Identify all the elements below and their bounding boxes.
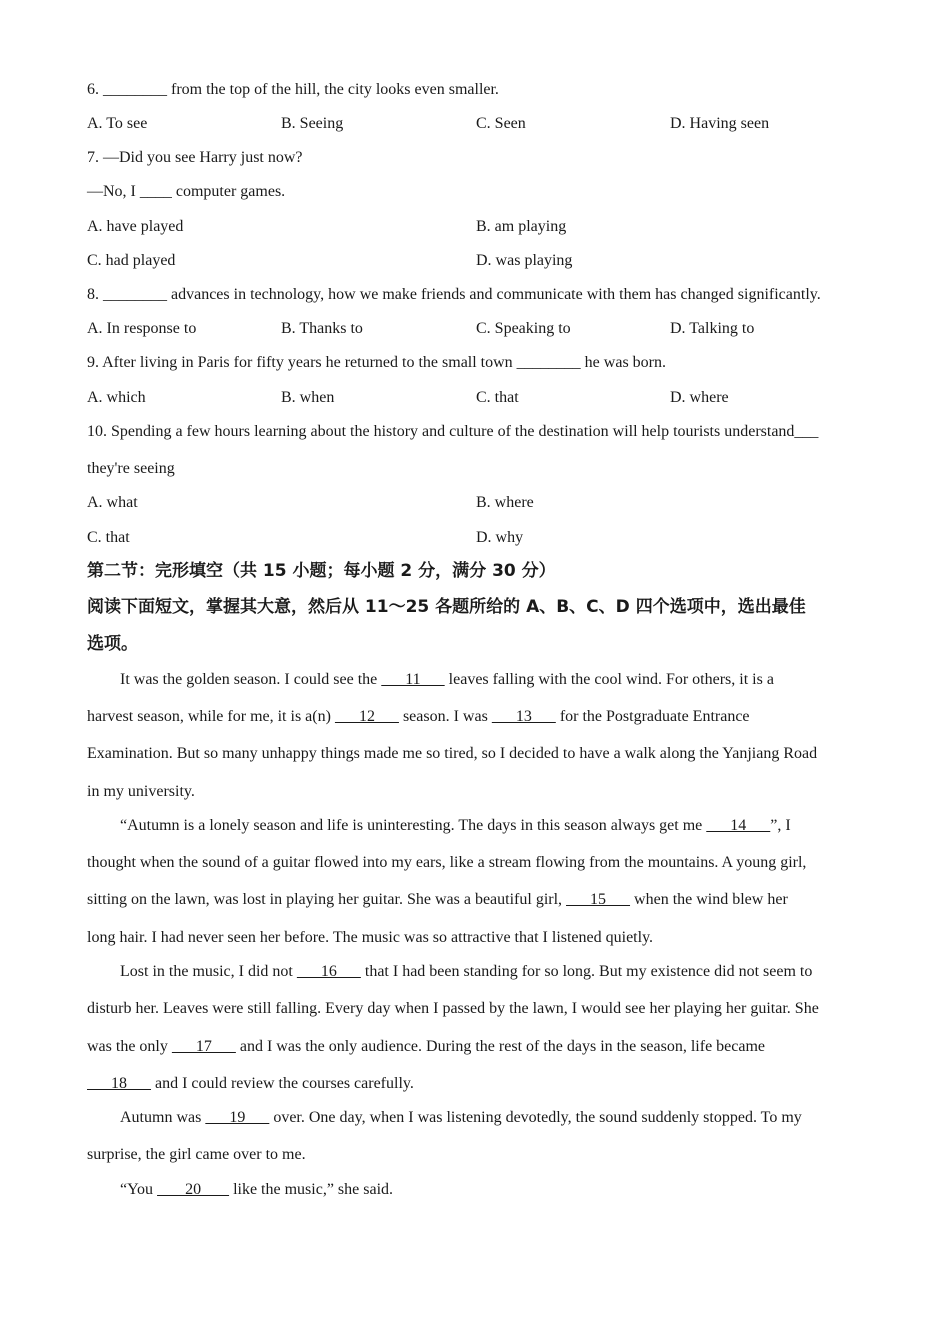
text: “You bbox=[120, 1181, 158, 1198]
blank-18: 18 bbox=[87, 1075, 151, 1092]
blank-15: 15 bbox=[566, 891, 631, 908]
q8-option-d: D. Talking to bbox=[670, 320, 755, 337]
q9-option-c: C. that bbox=[476, 389, 519, 406]
text: over. One day, when I was listening devotedly, the sound suddenly stopped. To my bbox=[269, 1109, 802, 1126]
q9-option-b: B. when bbox=[281, 389, 335, 406]
q8-option-a: A. In response to bbox=[87, 320, 197, 337]
passage-p2-line3 bbox=[87, 890, 788, 910]
q10-option-b: B. where bbox=[476, 494, 534, 511]
question-8-stem: 8. ________ advances in technology, how we make friends and communicate with them has changed significantly. bbox=[87, 286, 821, 303]
question-10-stem-text: 10. Spending a few hours learning about the history and culture of the destination will help tourists understand bbox=[87, 423, 795, 440]
passage-p2-line1 bbox=[120, 816, 791, 836]
text: season. I was bbox=[398, 708, 492, 725]
question-10-stem bbox=[87, 422, 818, 442]
section-title: 第二节：完形填空（共 15 小题；每小题 2 分，满分 30 分） bbox=[87, 561, 556, 581]
blank-11: 11 bbox=[381, 671, 445, 688]
passage-p3-line2: disturb her. Leaves were still falling. Every day when I passed by the lawn, I would see her playing her guitar. She bbox=[87, 1000, 819, 1017]
passage-p3-line1 bbox=[120, 962, 812, 982]
passage-p4-line1 bbox=[120, 1108, 802, 1128]
passage-p3-line3 bbox=[87, 1037, 765, 1057]
q9-option-d: D. where bbox=[670, 389, 729, 406]
q7-option-a: A. have played bbox=[87, 218, 184, 235]
blank-19: 19 bbox=[205, 1109, 270, 1126]
text: like the music,” she said. bbox=[229, 1181, 394, 1198]
text: harvest season, while for me, it is a(n) bbox=[87, 708, 335, 725]
question-10-blank: ___ bbox=[794, 423, 819, 440]
q10-option-a: A. what bbox=[87, 494, 138, 511]
question-7-stem: 7. —Did you see Harry just now? bbox=[87, 149, 303, 166]
q10-option-d: D. why bbox=[476, 529, 524, 546]
passage-p3-line4 bbox=[87, 1074, 414, 1094]
question-7-stem-reply: —No, I ____ computer games. bbox=[87, 183, 286, 200]
question-6-stem: 6. ________ from the top of the hill, the city looks even smaller. bbox=[87, 81, 499, 98]
q7-option-b: B. am playing bbox=[476, 218, 567, 235]
text: was the only bbox=[87, 1038, 172, 1055]
section-instruction-cont: 选项。 bbox=[87, 634, 138, 654]
passage-p2-line2: thought when the sound of a guitar flowed into my ears, like a stream flowing from the mountains. A young girl, bbox=[87, 854, 807, 871]
passage-p1-line2 bbox=[87, 707, 750, 727]
passage-p4-line2: surprise, the girl came over to me. bbox=[87, 1146, 306, 1163]
q6-option-a: A. To see bbox=[87, 115, 148, 132]
q8-option-b: B. Thanks to bbox=[281, 320, 363, 337]
q6-option-c: C. Seen bbox=[476, 115, 526, 132]
blank-14: 14 bbox=[706, 817, 771, 834]
q8-option-c: C. Speaking to bbox=[476, 320, 571, 337]
passage-p1-line3: Examination. But so many unhappy things made me so tired, so I decided to have a walk along the Yanjiang Road bbox=[87, 745, 818, 762]
q6-option-d: D. Having seen bbox=[670, 115, 770, 132]
text: It was the golden season. I could see the bbox=[120, 671, 382, 688]
question-10-stem-cont: they're seeing bbox=[87, 460, 175, 477]
q9-option-a: A. which bbox=[87, 389, 146, 406]
text: Autumn was bbox=[120, 1109, 206, 1126]
text: that I had been standing for so long. But my existence did not seem to bbox=[360, 963, 813, 980]
text: sitting on the lawn, was lost in playing her guitar. She was a beautiful girl, bbox=[87, 891, 567, 908]
text: when the wind blew her bbox=[630, 891, 788, 908]
blank-12: 12 bbox=[334, 708, 399, 725]
passage-p2-line4: long hair. I had never seen her before. The music was so attractive that I listened quietly. bbox=[87, 929, 654, 946]
blank-17: 17 bbox=[171, 1038, 236, 1055]
q7-option-d: D. was playing bbox=[476, 252, 573, 269]
passage-p1-line1 bbox=[120, 670, 774, 690]
text: Lost in the music, I did not bbox=[120, 963, 297, 980]
text: for the Postgraduate Entrance bbox=[555, 708, 750, 725]
text: ”, I bbox=[770, 817, 791, 834]
text: and I was the only audience. During the rest of the days in the season, life became bbox=[235, 1038, 766, 1055]
text: and I could review the courses carefully. bbox=[151, 1075, 414, 1092]
text: leaves falling with the cool wind. For others, it is a bbox=[444, 671, 774, 688]
q10-option-c: C. that bbox=[87, 529, 130, 546]
question-9-stem: 9. After living in Paris for fifty years he returned to the small town ________ he was born. bbox=[87, 354, 666, 371]
text: “Autumn is a lonely season and life is uninteresting. The days in this season always get me bbox=[120, 817, 707, 834]
passage-p1-line4: in my university. bbox=[87, 783, 195, 800]
passage-p5-line1 bbox=[120, 1180, 393, 1200]
blank-20: 20 bbox=[157, 1181, 230, 1198]
blank-13: 13 bbox=[491, 708, 556, 725]
blank-16: 16 bbox=[296, 963, 361, 980]
section-instruction: 阅读下面短文，掌握其大意，然后从 11～25 各题所给的 A、B、C、D 四个选项中，选出最佳 bbox=[87, 597, 806, 617]
q6-option-b: B. Seeing bbox=[281, 115, 344, 132]
q7-option-c: C. had played bbox=[87, 252, 176, 269]
